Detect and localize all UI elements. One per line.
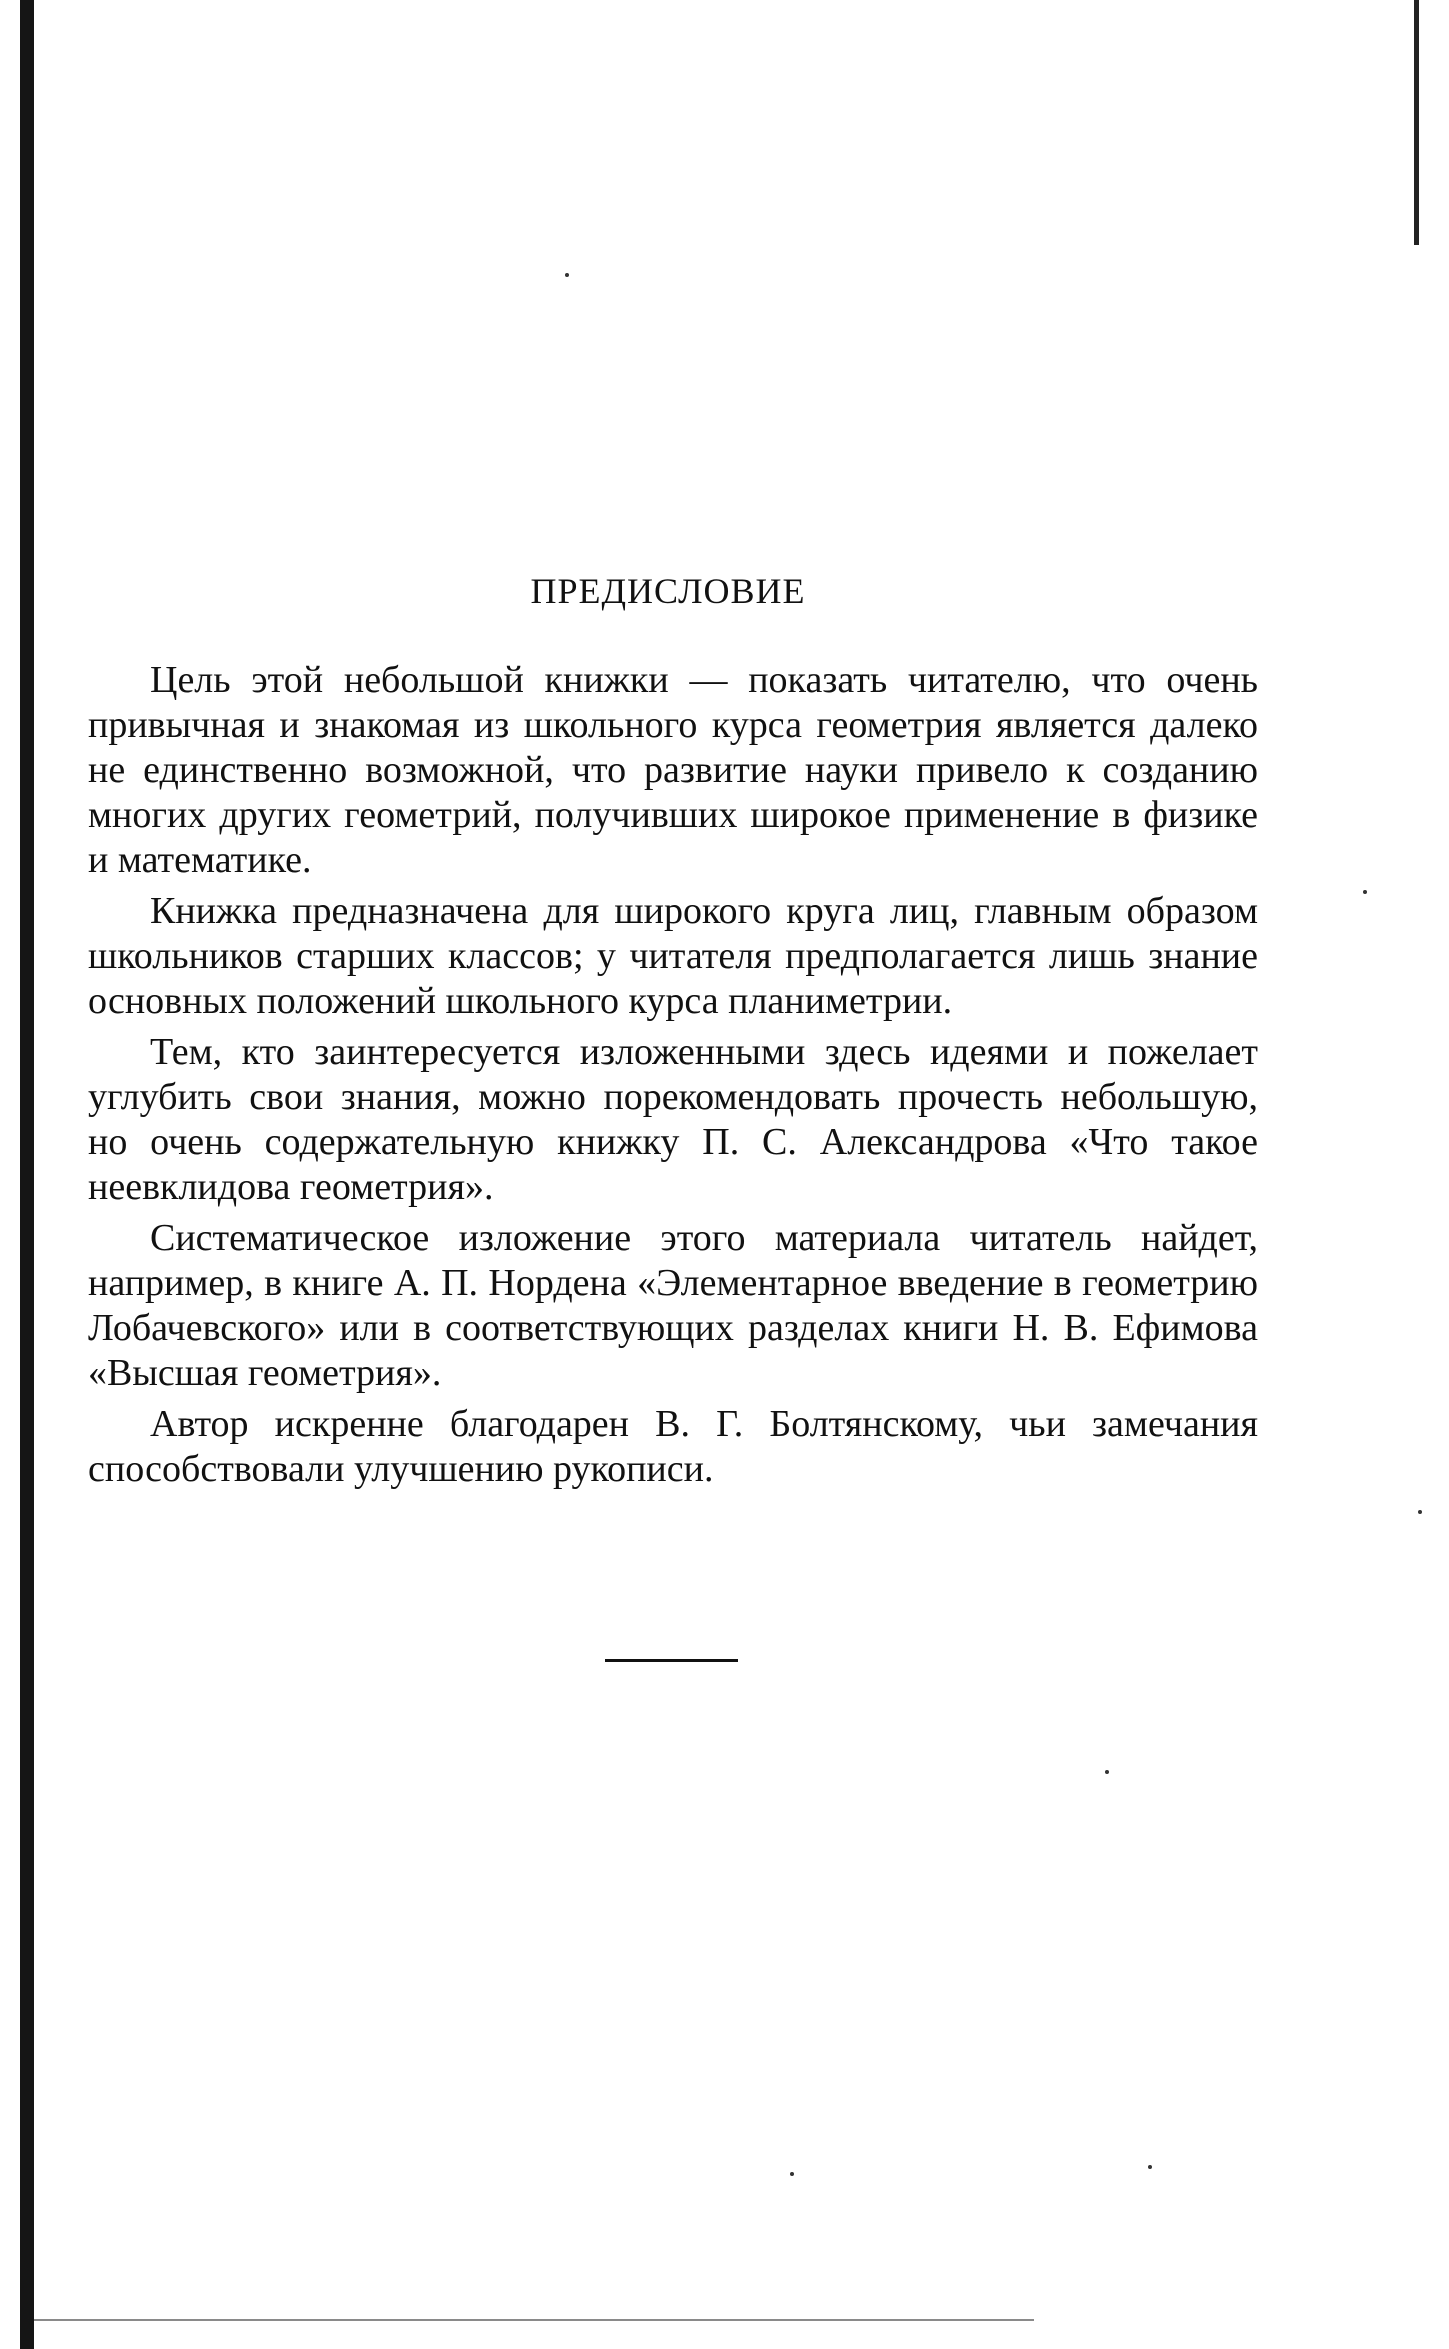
section-end-rule bbox=[605, 1659, 738, 1662]
paragraph-1: Цель этой небольшой книжки — показать читателю, что очень привычная и знакомая из школьного курса геометрия является далеко не единственно возможной, что развитие науки привело к созданию многих других геометрий, получивших широкое применение в физике и математике. bbox=[88, 659, 1258, 881]
scan-speck bbox=[1105, 1770, 1109, 1774]
paragraph-2: Книжка предназначена для широкого круга лиц, главным образом школьников старших классов; у читателя предполагается лишь знание основных положений школьного курса планиметрии. bbox=[88, 890, 1258, 1022]
paragraph-3: Тем, кто заинтересуется изложенными здесь идеями и пожелает углубить свои знания, можно порекомендовать прочесть небольшую, но очень содержательную книжку П. С. Александрова «Что такое неевклидова геометрия». bbox=[88, 1031, 1258, 1208]
preface-section bbox=[88, 570, 1258, 1498]
scan-speck bbox=[1418, 1510, 1422, 1514]
scan-speck bbox=[565, 273, 569, 277]
scan-speck bbox=[1363, 890, 1367, 894]
page-edge-mark bbox=[1414, 0, 1419, 245]
paragraph-5: Автор искренне благодарен В. Г. Болтянскому, чьи замечания способствовали улучшению рукописи. bbox=[88, 1403, 1258, 1490]
paragraph-4: Систематическое изложение этого материала читатель найдет, например, в книге А. П. Нордена «Элементарное введение в геометрию Лобачевского» или в соответствующих разделах книги Н. В. Ефимова «Высшая геометрия». bbox=[88, 1217, 1258, 1394]
scan-speck bbox=[1148, 2165, 1152, 2169]
scan-speck bbox=[790, 2172, 794, 2176]
bottom-scan-edge bbox=[34, 2319, 1034, 2321]
page-title: ПРЕДИСЛОВИЕ bbox=[530, 571, 806, 611]
binding-edge-shadow bbox=[20, 0, 34, 2349]
